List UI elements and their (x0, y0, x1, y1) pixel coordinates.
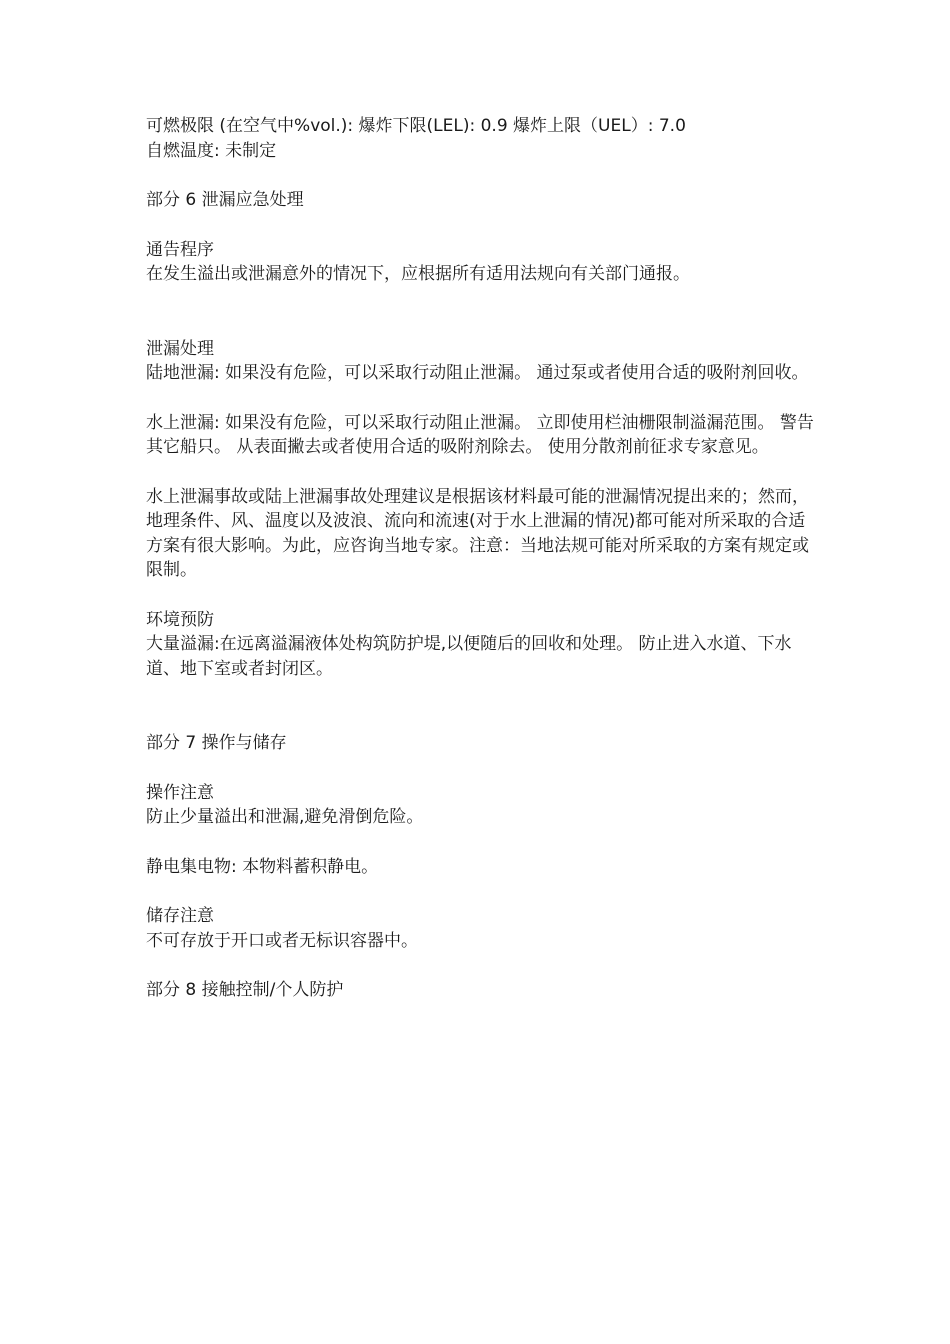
section-7-heading: 部分 7 操作与储存 (146, 733, 287, 753)
spill-title: 泄漏处理 (146, 338, 214, 359)
section-8-heading: 部分 8 接触控制/个人防护 (146, 980, 344, 1000)
storage-title: 储存注意 (146, 906, 214, 926)
storage-text: 不可存放于开口或者无标识容器中。 (146, 930, 418, 951)
static-text: 静电集电物: 本物料蓄积静电。 (146, 856, 379, 877)
flammability-limits: 可燃极限 (在空气中%vol.): 爆炸下限(LEL): 0.9 爆炸上限（UEL）: 7.0 (146, 116, 686, 136)
notification-text: 在发生溢出或泄漏意外的情况下，应根据所有适用法规向有关部门通报。 (146, 264, 690, 284)
section-6-heading: 部分 6 泄漏应急处理 (146, 190, 304, 210)
environment-text: 大量溢漏:在远离溢漏液体处构筑防护堤,以便随后的回收和处理。 防止进入水道、下水道、地下室或者封闭区。 (146, 634, 792, 679)
water-spill-text: 水上泄漏: 如果没有危险，可以采取行动阻止泄漏。 立即使用栏油栅限制溢漏范围。 警告其它船只。 从表面撇去或者使用合适的吸附剂除去。 使用分散剂前征求专家意见。 (146, 412, 814, 457)
notification-title: 通告程序 (146, 239, 214, 260)
environment-title: 环境预防 (146, 609, 214, 630)
spill-advice-text: 水上泄漏事故或陆上泄漏事故处理建议是根据该材料最可能的泄漏情况提出来的；然而，地理条件、风、温度以及波浪、流向和流速(对于水上泄漏的情况)都可能对所采取的合适方案有很大影响。为此，应咨询当地专家。注意：当地法规可能对所采取的方案有规定或限制。 (146, 486, 809, 580)
handling-title: 操作注意 (146, 782, 214, 803)
handling-text: 防止少量溢出和泄漏,避免滑倒危险。 (146, 807, 424, 827)
document-page (146, 114, 816, 1003)
land-spill-text: 陆地泄漏: 如果没有危险，可以采取行动阻止泄漏。 通过泵或者使用合适的吸附剂回收。 (146, 363, 809, 383)
autoignition-temperature: 自燃温度: 未制定 (146, 140, 277, 161)
